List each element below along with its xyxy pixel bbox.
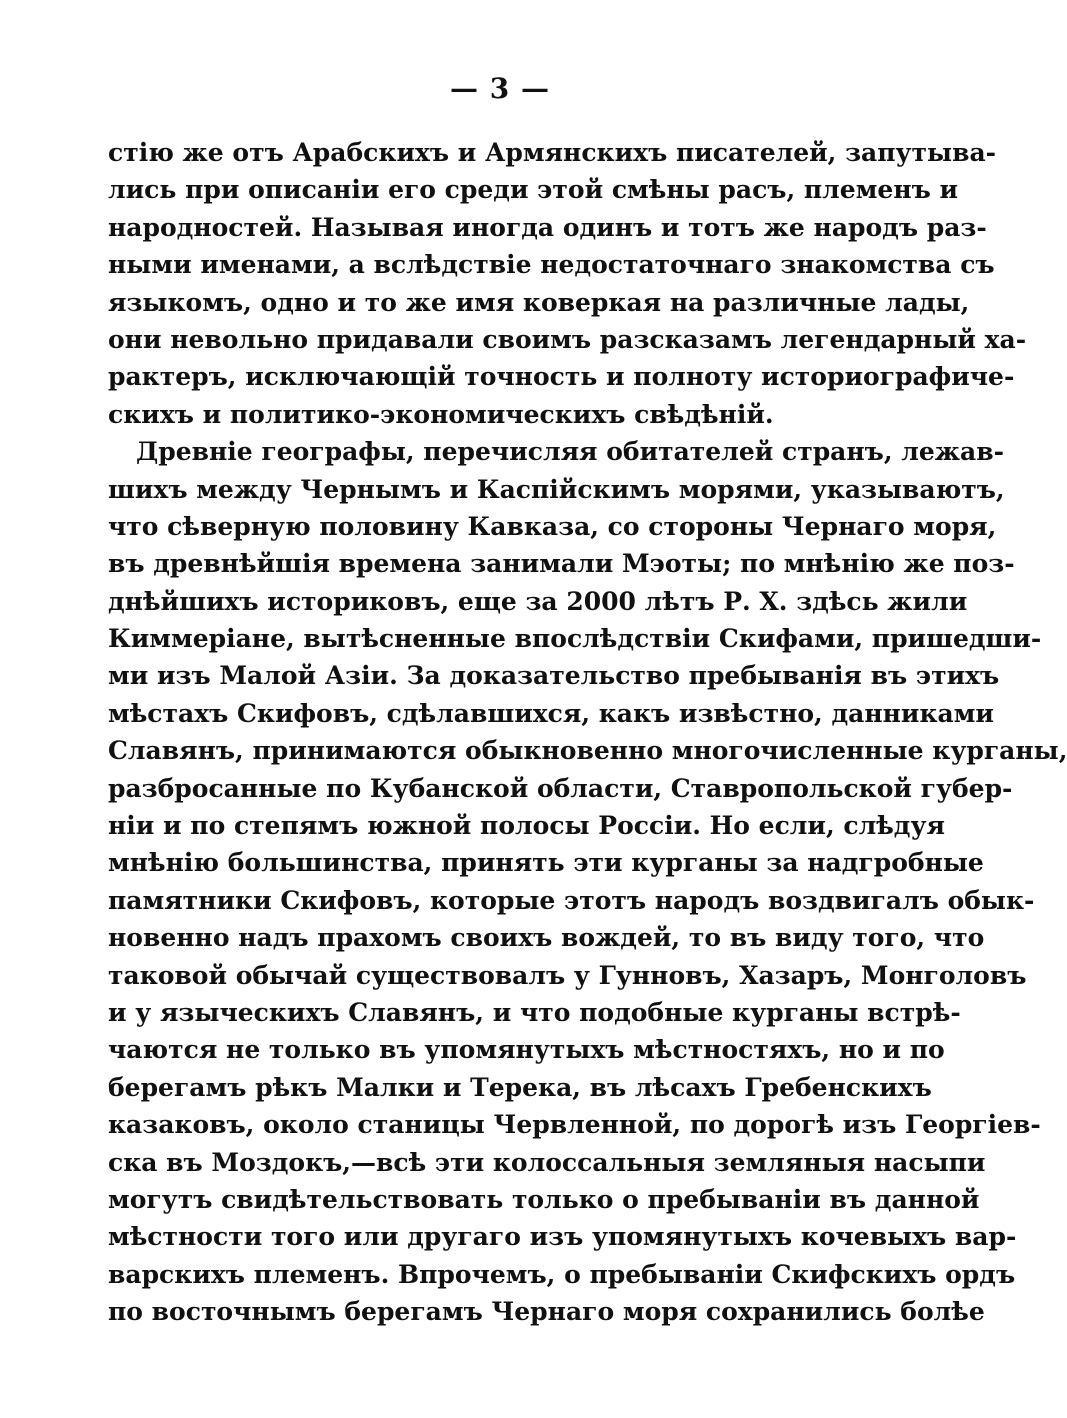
text-line: и у языческихъ Славянъ, и что подобные курганы встрѣ- xyxy=(108,997,961,1027)
text-line: таковой обычай существовалъ у Гунновъ, Хазаръ, Монголовъ xyxy=(108,960,1027,990)
text-line: казаковъ, около станицы Червленной, по дорогѣ изъ Георгіев- xyxy=(108,1110,1041,1140)
text-line: ска въ Моздокъ,—всѣ эти колоссальныя земляныя насыпи xyxy=(108,1147,986,1177)
text-line: въ древнѣйшія времена занимали Мэоты; по мнѣнію же поз- xyxy=(108,549,1015,579)
text-line: ніи и по степямъ южной полосы Россіи. Но если, слѣдуя xyxy=(108,811,945,841)
text-line: шихъ между Чернымъ и Каспійскимъ морями, указываютъ, xyxy=(108,474,1005,504)
text-line: скихъ и политико-экономическихъ свѣдѣній. xyxy=(108,399,774,429)
text-line: Славянъ, принимаются обыкновенно многочисленные курганы, xyxy=(108,736,1067,766)
text-line: варскихъ племенъ. Впрочемъ, о пребываніи Скифскихъ ордъ xyxy=(108,1259,1016,1289)
text-line: берегамъ рѣкъ Малки и Терека, въ лѣсахъ Гребенскихъ xyxy=(108,1072,932,1102)
text-line: народностей. Называя иногда одинъ и тотъ же народъ раз- xyxy=(108,212,987,242)
text-line: Древніе географы, перечисляя обитателей странъ, лежав- xyxy=(136,437,1004,467)
text-line: лись при описаніи его среди этой смѣны расъ, племенъ и xyxy=(108,175,959,205)
page-number: — 3 — xyxy=(450,72,550,105)
text-line: памятники Скифовъ, которые этотъ народъ воздвигалъ обык- xyxy=(108,885,1035,915)
text-line: ными именами, а вслѣдствіе недостаточнаго знакомства съ xyxy=(108,250,995,280)
text-line: днѣйшихъ историковъ, еще за 2000 лѣтъ Р. Х. здѣсь жили xyxy=(108,586,968,616)
text-line: по восточнымъ берегамъ Чернаго моря сохранились болѣе xyxy=(108,1297,985,1327)
text-line: чаются не только въ упомянутыхъ мѣстностяхъ, но и по xyxy=(108,1035,945,1065)
text-line: могутъ свидѣтельствовать только о пребываніи въ данной xyxy=(108,1184,980,1214)
body-text xyxy=(108,134,1067,1331)
text-line: новенно надъ прахомъ своихъ вождей, то въ виду того, что xyxy=(108,923,985,953)
text-line: стію же отъ Арабскихъ и Армянскихъ писателей, запутыва- xyxy=(108,138,997,167)
text-line: они невольно придавали своимъ разсказамъ легендарный ха- xyxy=(108,324,1027,354)
text-line: рактеръ, исключающій точность и полноту историографиче- xyxy=(108,362,1015,392)
text-line: мѣстности того или другаго изъ упомянутыхъ кочевыхъ вар- xyxy=(108,1222,1017,1252)
text-line: мнѣнію большинства, принять эти курганы за надгробные xyxy=(108,848,984,878)
text-line: разбросанные по Кубанской области, Ставропольской губер- xyxy=(108,773,1013,803)
text-line: языкомъ, одно и то же имя коверкая на различные лады, xyxy=(108,287,970,317)
text-line: ми изъ Малой Азіи. За доказательство пребыванія въ этихъ xyxy=(108,661,1000,691)
text-line: что сѣверную половину Кавказа, со стороны Чернаго моря, xyxy=(108,511,997,541)
text-line: мѣстахъ Скифовъ, сдѣлавшихся, какъ извѣстно, данниками xyxy=(108,698,994,728)
text-line: Киммеріане, вытѣсненные впослѣдствіи Скифами, пришедши- xyxy=(108,624,1042,654)
